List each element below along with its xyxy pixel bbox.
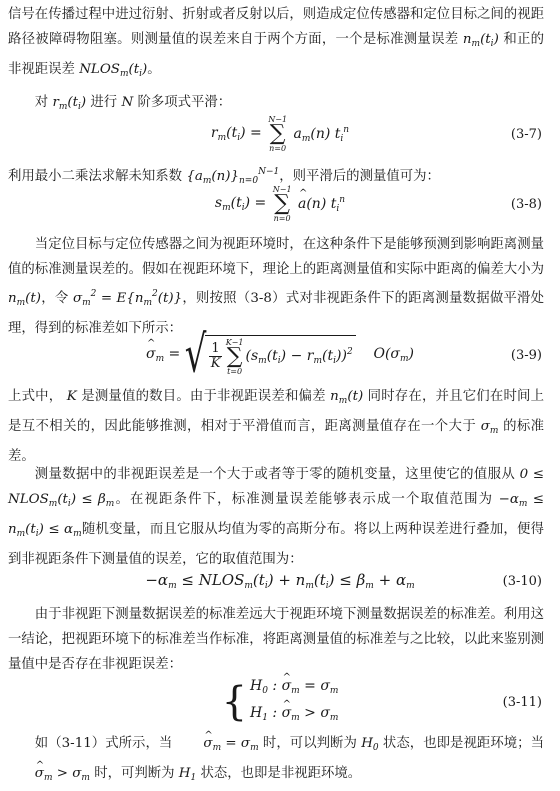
math-r-m-ti: $r_m(t_i)$	[52, 95, 87, 112]
equation-number: (3-9)	[510, 347, 542, 363]
math-h0-cond: ^ $\sigma_m = \sigma_m$	[177, 736, 259, 751]
text-segment: 时，可判断为	[94, 766, 175, 781]
math-n-m-ti: $n_m(t_i)$	[462, 32, 499, 49]
text-segment: 由于非视距下测量数据误差的标准差远大于视距环境下测量数据误差的标准差。利用这一结论，把视距环境下的标准差当作标准，将距离测量值的标准差与之比较，以此来鉴别测量值中是否存在非视距误差：	[8, 607, 544, 672]
text-segment: 随机变量，而且它服从均值为零的高斯分布。将以上两种误差进行叠加，便得到非视距条件下测量值的误差，它的取值范围为：	[8, 522, 545, 567]
math-n-m-t: $n_m(t)$	[330, 389, 364, 406]
math-coeff-set: $\{a_m(n)\}_{n=0}^{N-1}$	[186, 167, 280, 186]
math-N: N	[121, 95, 134, 110]
paragraph-nlos-intro	[8, 2, 544, 87]
math-nlos-m-ti: $NLOS_m(t_i)$	[79, 62, 148, 79]
paragraph-error-range	[8, 462, 544, 572]
paragraph-hypothesis-result	[8, 731, 544, 791]
text-segment: 的标准差。	[8, 419, 545, 464]
text-segment: ，则平滑后的测量值可为：	[279, 169, 440, 184]
equation-3-9: ^ $\sigma_m$ = √ $\frac{1}{K}$ K−1 ∑ t=0 $(s_m(t_i) - r_m(t_i))^2$ $O(\sigma_m)$ (3-9)	[0, 330, 560, 380]
equation-3-8: $s_m(t_i)$ = N−1 ∑ n=0 ^ a(n) $t_i^n$ (3-8)	[0, 182, 560, 226]
paragraph-hypothesis-intro	[8, 602, 544, 677]
equation-number: (3-7)	[510, 126, 542, 142]
math-nlos-bound: $0 \le NLOS_m(t_i) \le \beta_m$	[8, 467, 544, 509]
text-segment: ，则按照（3-8）式对非视距条件下的距离测量数据做平滑处理，得到的标准差如下所示：	[8, 291, 545, 336]
text-segment: 。在视距条件下，标准测量误差能够表示成一个取值范围为	[114, 492, 494, 507]
text-segment: ，令	[41, 291, 69, 306]
text-segment: 测量数据中的非视距误差是一个大于或者等于零的随机变量，这里使它的值服从	[34, 467, 516, 482]
equation-3-10: $-\alpha_m$ ≤ $NLOS_m(t_i) + n_m(t_i) \le \beta_m + \alpha_m$ (3-10)	[145, 571, 542, 591]
paragraph-std-dev	[8, 384, 544, 469]
text-segment: 和正的非视距误差	[8, 32, 544, 77]
math-H0: $H_0$	[361, 736, 379, 753]
math-sigma-def: $\sigma_m^2 = E\{n_m^2(t)\}$	[72, 289, 183, 308]
math-n-bound: $-\alpha_m \le n_m(t_i) \le \alpha_m$	[8, 492, 545, 539]
math-K: K	[66, 389, 77, 404]
text-segment: 信号在传播过程中进过衍射、折射或者反射以后，则造成定位传感器和定位目标之间的视距路径被障碍物阻塞。则测量值的误差来自于两个方面，一个是标准测量误差	[8, 7, 544, 47]
text-segment: 对	[34, 95, 49, 110]
math-n-m-t: $n_m(t)$	[8, 291, 42, 308]
math-h1-cond: ^ $\sigma_m > \sigma_m$	[8, 766, 90, 781]
text-segment: 状态，也即是视距环境；当	[382, 736, 544, 751]
text-segment: 当定位目标与定位传感器之间为视距环境时，在这种条件下是能够预测到影响距离测量值的标准测量误差的。假如在视距环境下，理论上的距离测量值和实际中距离的偏差大小为	[8, 237, 544, 277]
text-segment: 如（3-11）式所示，当	[34, 736, 173, 751]
text-segment: 阶多项式平滑：	[137, 95, 232, 110]
equation-number: (3-11)	[502, 694, 542, 710]
paragraph-los-error	[8, 232, 544, 341]
text-segment: 时，可以判断为	[262, 736, 357, 751]
math-H1: $H_1$	[178, 766, 197, 783]
math-sigma-m: $\sigma_m$	[480, 419, 499, 436]
text-segment: 进行	[90, 95, 118, 110]
text-segment: 同时存在，并且它们在时间上是互不相关的，因此能够推测，相对于平滑值而言，距离测量值存在一个大于	[8, 389, 545, 434]
equation-3-7: $r_m(t_i)$ = N−1 ∑ n=0 $a_m(n)$ $t_i^n$ (3-7)	[210, 115, 542, 153]
text-segment: 利用最小二乘法求解未知系数	[8, 169, 183, 184]
equation-number: (3-10)	[502, 573, 542, 589]
text-segment: 是测量值的数目。由于非视距误差和偏差	[81, 389, 326, 404]
equation-3-11: { $H_0$ : ^ $\sigma_m = \sigma_m$ $H_1$ : ^ $\sigma_m > \sigma_m$ (3-11)	[0, 676, 560, 728]
text-segment: 。	[147, 62, 161, 77]
text-segment: 上式中，	[8, 389, 63, 404]
equation-number: (3-8)	[510, 196, 542, 212]
text-segment: 状态，也即是非视距环境。	[200, 766, 362, 781]
